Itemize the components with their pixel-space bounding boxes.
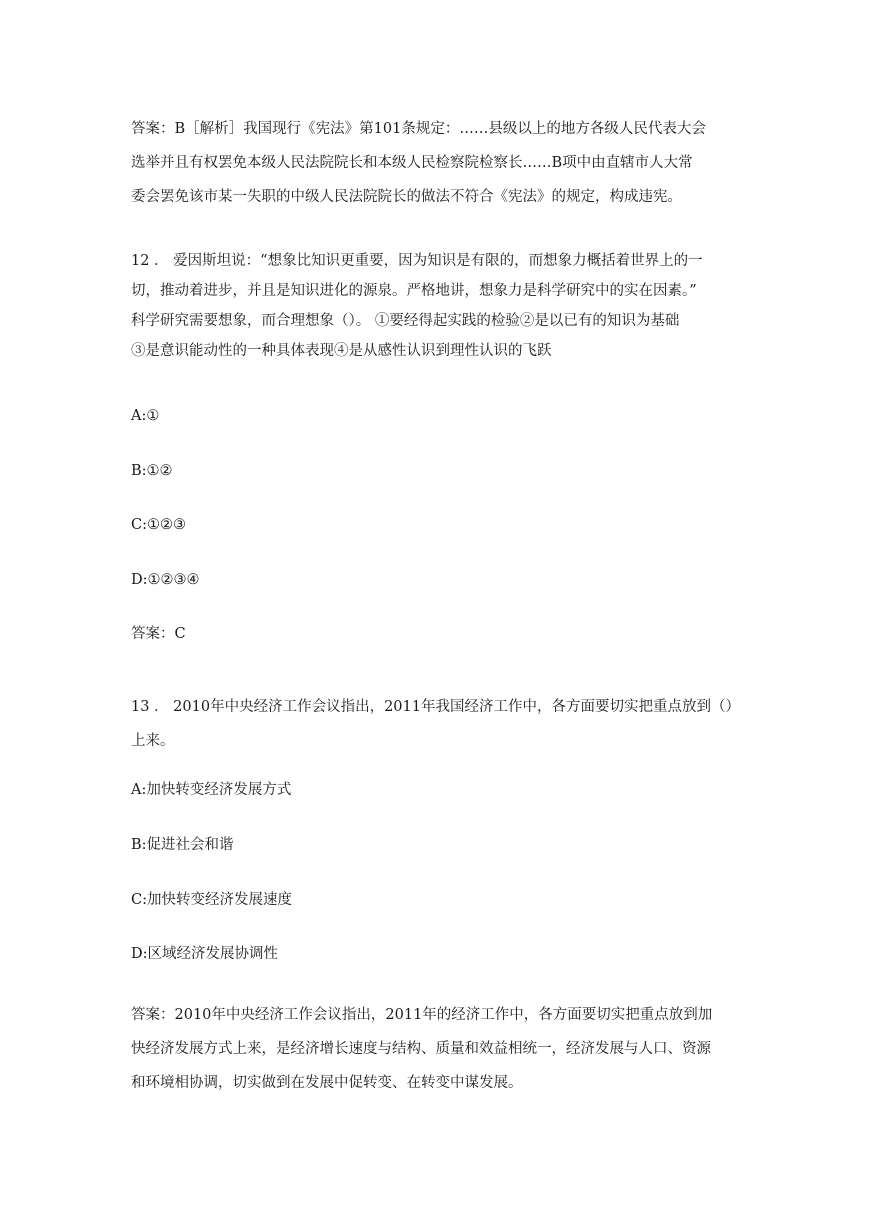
- answer-12: 答案：C: [131, 626, 186, 642]
- answer-13-line: 和环境相协调，切实做到在发展中促转变、在转变中谋发展。: [131, 1075, 523, 1091]
- question-13-line: 上来。: [131, 733, 175, 749]
- question-13-option-a: A:加快转变经济发展方式: [131, 782, 292, 798]
- answer-11-paragraph: [131, 112, 751, 214]
- question-13-line: 13 ． 2010年中央经济工作会议指出，2011年我国经济工作中，各方面要切实把重点放到（）: [131, 699, 740, 715]
- question-12-line: ③是意识能动性的一种具体表现④是从感性认识到理性认识的飞跃: [131, 343, 552, 359]
- question-12-stem: [131, 246, 751, 366]
- question-12-line: 切，推动着进步，并且是知识进化的源泉。严格地讲，想象力是科学研究中的实在因素。”: [131, 283, 697, 299]
- answer-13-line: 答案：2010年中央经济工作会议指出，2011年的经济工作中，各方面要切实把重点放到加: [131, 1007, 713, 1023]
- question-13-option-b: B:促进社会和谐: [131, 837, 234, 853]
- question-12-line: 科学研究需要想象，而合理想象（）。 ①要经得起实践的检验②是以已有的知识为基础: [131, 313, 680, 329]
- question-12-line: 12 ． 爱因斯坦说：“想象比知识更重要，因为知识是有限的，而想象力概括着世界上的一: [131, 253, 703, 269]
- question-13-stem: [131, 690, 751, 758]
- answer-11-line: 委会罢免该市某一失职的中级人民法院院长的做法不符合《宪法》的规定，构成违宪。: [131, 189, 682, 205]
- question-12-option-c: C:①②③: [131, 517, 186, 533]
- answer-11-line: 答案：B［解析］我国现行《宪法》第101条规定：……县级以上的地方各级人民代表大会: [131, 121, 706, 137]
- question-13-option-c: C:加快转变经济发展速度: [131, 892, 292, 908]
- question-12-option-a: A:①: [131, 408, 160, 424]
- answer-13-line: 快经济发展方式上来，是经济增长速度与结构、质量和效益相统一，经济发展与人口、资源: [131, 1041, 711, 1057]
- answer-11-line: 选举并且有权罢免本级人民法院院长和本级人民检察院检察长……B项中由直辖市人大常: [131, 155, 693, 171]
- answer-13-paragraph: [131, 998, 751, 1100]
- question-12-option-b: B:①②: [131, 463, 173, 479]
- question-12-option-d: D:①②③④: [131, 572, 200, 588]
- question-13-option-d: D:区域经济发展协调性: [131, 946, 279, 962]
